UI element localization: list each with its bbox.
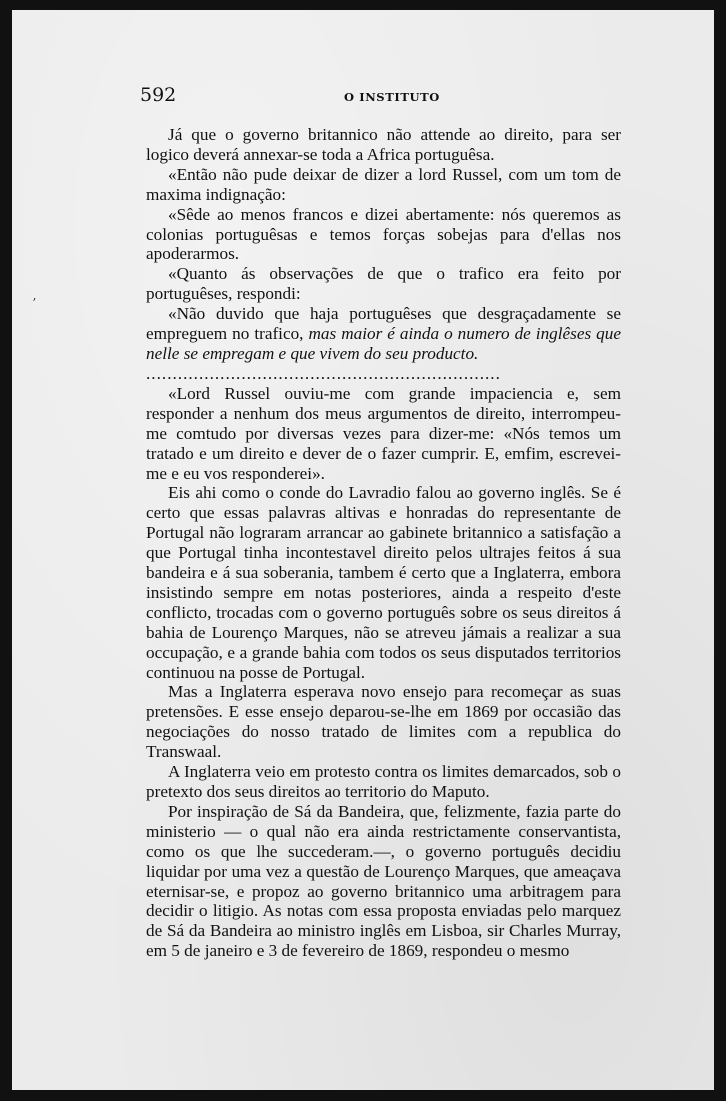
ellipsis-divider: ................................................................... — [146, 363, 501, 383]
paragraph: Eis ahi como o conde do Lavradio falou ao governo inglês. Se é certo que essas palavras altivas e honradas do representante de Portugal não lograram arrancar ao gabinete britannico a satisfação a que Portugal tinha incontestavel direito pelos ultrajes feitos á sua bandeira e á sua soberania, tambem é certo que a Inglaterra, embora insistindo sempre em notas posteriores, ainda a respeito d'este conflicto, trocadas com o governo português sobre os seus direitos á bahia de Lourenço Marques, não se atreveu jámais a realizar a sua occupação, e a grande bahia com todos os seus disputados territorios continuou na posse de Portugal. — [146, 483, 621, 682]
paragraph: «Então não pude deixar de dizer a lord Russel, com um tom de maxima indignação: — [146, 164, 621, 204]
margin-mark: ʼ — [32, 296, 36, 310]
page-number: 592 — [140, 84, 177, 106]
paragraph: Já que o governo britannico não attende ao direito, para ser logico deverá annexar-se toda a Africa portuguêsa. — [146, 125, 621, 164]
paragraph: «Lord Russel ouviu-me com grande impaciencia e, sem responder a nenhum dos meus argumentos de direito, interrompeu-me comtudo por diversas vezes para dizer-me: «Nós temos um tratado e um direito e dever de o fazer cumprir. E, emfim, escrevei-me e eu vos responderei». — [146, 383, 621, 483]
paragraph: Mas a Inglaterra esperava novo ensejo para recomeçar as suas pretensões. E esse ensejo deparou-se-lhe em 1869 por occasião das negociações do nosso tratado de limites com a republica do Transwaal. — [146, 682, 621, 762]
paragraph: A Inglaterra veio em protesto contra os limites demarcados, sob o pretexto dos seus direitos ao territorio do Maputo. — [146, 762, 621, 801]
page-header — [140, 84, 620, 110]
paragraph-with-italic — [146, 304, 621, 364]
body-text — [146, 125, 621, 961]
paragraph-lead: «Não duvido que haja portuguêses que desgraçadamente se empreguem no trafico, — [146, 304, 621, 344]
running-title: O INSTITUTO — [344, 90, 440, 104]
italic-text: mas maior é ainda o numero de inglêses que nelle se empregam e que vivem do seu producto. — [146, 324, 621, 363]
paragraph: Por inspiração de Sá da Bandeira, que, felizmente, fazia parte do ministerio — o qual não era ainda restrictamente conservantista, como os que lhe succederam.—, o governo português decidiu liquidar por uma vez a questão de Lourenço Marques, que ameaçava eternisar-se, e propoz ao governo britannico uma arbitragem para decidir o litigio. As notas com essa proposta enviadas pelo marquez de Sá da Bandeira ao ministro inglês em Lisboa, sir Charles Murray, em 5 de janeiro e 3 de fevereiro de 1869, respondeu o mesmo — [146, 801, 621, 961]
paragraph: «Sêde ao menos francos e dizei abertamente: nós queremos as colonias portuguêsas e temos forças sobejas para d'ellas nos apoderarmos. — [146, 204, 621, 264]
paragraph: «Quanto ás observações de que o trafico era feito por portuguêses, respondi: — [146, 264, 621, 304]
